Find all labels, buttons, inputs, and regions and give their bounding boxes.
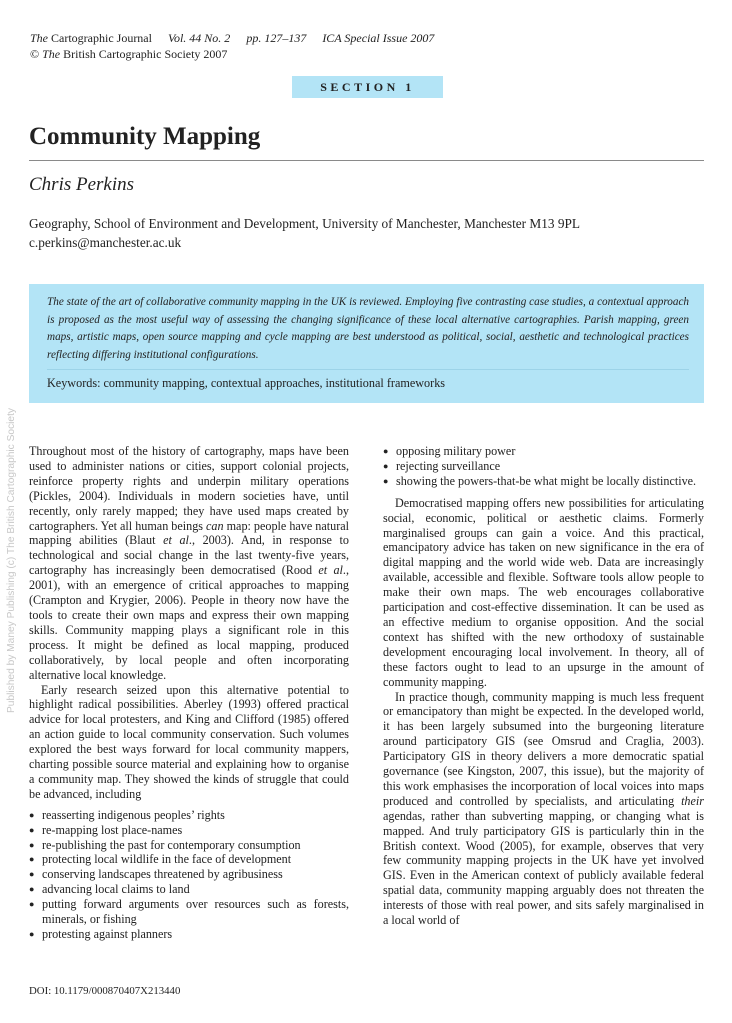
doi[interactable]: DOI: 10.1179/000870407X213440 <box>29 985 181 997</box>
copyright-line <box>30 46 434 62</box>
list-item: ● re-publishing the past for contemporary consumption <box>29 838 349 853</box>
title-divider <box>29 160 704 161</box>
list-item: ● rejecting surveillance <box>383 459 704 474</box>
text-emphasis: can <box>206 518 224 533</box>
struggle-list-continued <box>383 444 704 489</box>
text-emphasis: et al <box>318 563 343 578</box>
copyright-symbol: © <box>30 47 40 61</box>
journal-name: Cartographic Journal <box>51 31 152 45</box>
struggle-list <box>29 808 349 942</box>
abstract-box <box>29 284 704 403</box>
list-item: ● protecting local wildlife in the face of development <box>29 852 349 867</box>
list-item: ● putting forward arguments over resources such as forests, minerals, or fishing <box>29 897 349 927</box>
text-run: map: people have natural mapping abilities (Blaut <box>29 518 350 548</box>
list-item: ● advancing local claims to land <box>29 882 349 897</box>
paragraph-intro <box>29 444 349 683</box>
keywords: Keywords: community mapping, contextual approaches, institutional frameworks <box>47 376 446 390</box>
list-item: ● opposing military power <box>383 444 704 459</box>
copyright-the: The <box>42 47 61 61</box>
article-title: Community Mapping <box>29 123 261 150</box>
author-name: Chris Perkins <box>29 174 135 195</box>
text-run: agendas, rather than subverting mapping, or changing what is mapped. And truly participatory GIS is particularly thin in the British context. Wood (2005), for example, observes that very few community mapping projects in the UK have yet involved GIS. Even in the American context of publicly available federal spatial data, community mapping arguably does not threaten the interests of those with real power, and sits safely marginalised in a local world of <box>383 808 704 928</box>
text-run: Throughout most of the history of cartography, maps have been used to administer nations or cities, support colonial projects, reinforce property rights and underpin military operations (Pickles, 2004). Individuals in modern societies have, until recently, only rarely mapped; they have used maps created by cartographers. Yet all human beings <box>29 444 349 533</box>
author-affiliation-block <box>29 214 580 252</box>
abstract-text: The state of the art of collaborative community mapping in the UK is reviewed. Employing five contrasting case studies, a contextual approach is proposed as the most useful way of assessing the changing significance of these local alternative cartographies. Parish mapping, green maps, artistic maps, open source mapping and cycle mapping are best understood as political, social, aesthetic and technological practices reflecting differing institutional configurations. <box>47 296 689 361</box>
abstract-divider <box>47 369 689 370</box>
text-run: ., 2003). And, in response to technological and social change in the last twenty-five years, cartography has increasingly been democratised (Rood <box>29 533 349 578</box>
list-item: ● re-mapping lost place-names <box>29 823 349 838</box>
list-item: ● showing the powers-that-be what might be locally distinctive. <box>383 474 704 489</box>
journal-volume: Vol. 44 No. 2 <box>167 31 231 45</box>
journal-header <box>30 30 434 62</box>
paragraph-democratised-mapping: Democratised mapping offers new possibilities for articulating social, economic, political or aesthetic claims. Formerly marginalised groups can gain a voice. And this practical, emancipatory advice has taken on new significance in the era of digital mapping and the world wide web. Data are increasingly available, accessible and flexible. Software tools allow people to make their own maps. The web encourages collaborative participation and cost-effective dissemination. It can be used as an effective medium to organise opposition. And the social context has shifted with the new orthodoxy of sustainable development encouraging local involvement. In theory, all of these factors ought to lead to an upsurge in the amount of community mapping. <box>383 495 704 689</box>
affiliation: Geography, School of Environment and Development, University of Manchester, Manchester M13 9PL <box>29 216 581 231</box>
side-watermark: Published by Maney Publishing (c) The British Cartographic Society <box>6 407 17 713</box>
journal-the: The <box>30 31 48 45</box>
paragraph-in-practice <box>383 690 704 929</box>
paragraph-early-research: Early research seized upon this alternative potential to highlight radical possibilities. Aberley (1993) offered practical advice for local protesters, and King and Clifford (1985) offered an action guide to local community conservation. Such volumes explored the best ways forward for local community mappers, charting possible source material and explaining how to organise a community map. They showed the kinds of struggle that could be advanced, including <box>29 682 349 801</box>
author-email[interactable]: c.perkins@manchester.ac.uk <box>29 235 182 250</box>
section-badge: SECTION 1 <box>292 76 443 98</box>
copyright-text: British Cartographic Society 2007 <box>63 47 228 61</box>
text-emphasis: et al <box>163 533 189 548</box>
journal-issue: ICA Special Issue 2007 <box>322 31 435 45</box>
text-run: In practice though, community mapping is much less frequent or emancipatory than might be expected. In the developed world, it has been largely subsumed into the burgeoning literature around participatory GIS (see Omsrud and Craglia, 2003). Participatory GIS in theory delivers a more democratic spatial governance (see Kingston, 2007, this issue), but the majority of this work emphasises the incorporation of local voices into maps produced and controlled by specialists, and articulating <box>383 689 704 808</box>
journal-citation-line <box>30 30 434 46</box>
list-item: ● protesting against planners <box>29 927 349 942</box>
text-emphasis: their <box>681 793 704 808</box>
body-column-right <box>383 444 704 928</box>
list-item: ● conserving landscapes threatened by agribusiness <box>29 867 349 882</box>
journal-pages: pp. 127–137 <box>246 31 307 45</box>
body-column-left <box>29 444 349 942</box>
text-run: ., 2001), with an emergence of critical approaches to mapping (Crampton and Krygier, 2006). People in theory now have the tools to create their own maps and express their own mapping skills. Community mapping plays a significant role in this process. It might be defined as local mapping, produced collaboratively, by local people and often incorporating alternative local knowledge. <box>29 563 349 682</box>
list-item: ● reasserting indigenous peoples’ rights <box>29 808 349 823</box>
